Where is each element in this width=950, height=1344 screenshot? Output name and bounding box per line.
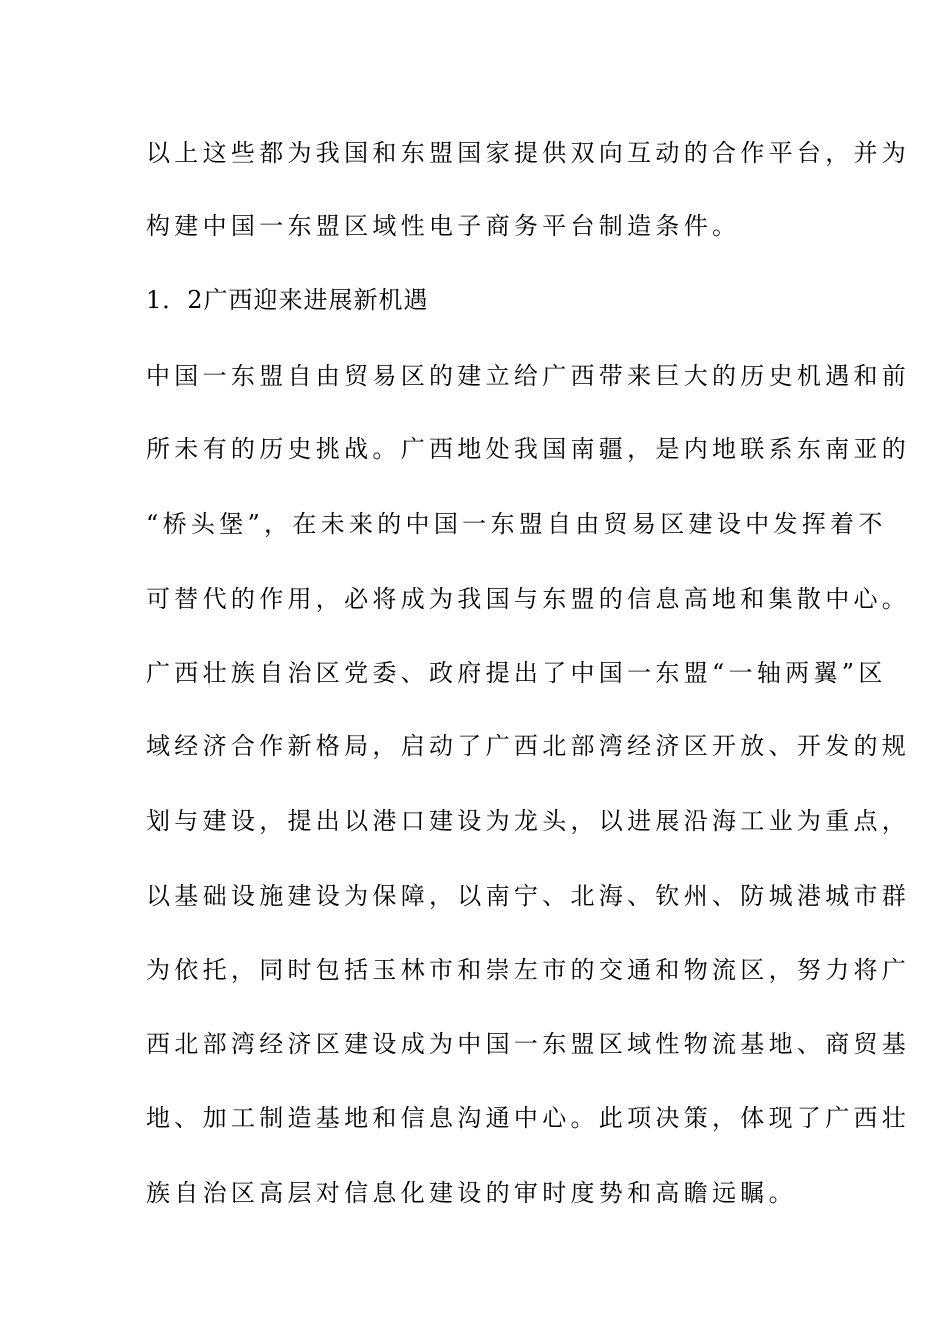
text-line: 为依托，同时包括玉林市和崇左市的交通和物流区，努力将广 (146, 956, 911, 984)
text-line: 广西壮族自治区党委、政府提出了中国一东盟“一轴两翼”区 (146, 659, 887, 687)
text-line: 以基础设施建设为保障，以南宁、北海、钦州、防城港城市群 (146, 882, 911, 910)
text-line: 以上这些都为我国和东盟国家提供双向互动的合作平台，并为 (146, 139, 911, 167)
text-line: 域经济合作新格局，启动了广西北部湾经济区开放、开发的规 (146, 732, 911, 760)
text-line: “桥头堡”，在未来的中国一东盟自由贸易区建设中发挥着不 (146, 510, 887, 538)
text-line: 可替代的作用，必将成为我国与东盟的信息高地和集散中心。 (146, 585, 911, 613)
text-line: 所未有的历史挑战。广西地处我国南疆，是内地联系东南亚的 (146, 435, 911, 463)
text-line: 构建中国一东盟区域性电子商务平台制造条件。 (146, 212, 741, 240)
text-line: 中国一东盟自由贸易区的建立给广西带来巨大的历史机遇和前 (146, 362, 911, 390)
text-line: 族自治区高层对信息化建设的审时度势和高瞻远瞩。 (146, 1179, 797, 1207)
text-line: 西北部湾经济区建设成为中国一东盟区域性物流基地、商贸基 (146, 1030, 911, 1058)
text-line: 划与建设，提出以港口建设为龙头，以进展沿海工业为重点， (146, 807, 911, 835)
text-line: 地、加工制造基地和信息沟通中心。此项决策，体现了广西壮 (146, 1104, 911, 1132)
section-heading: 1．2广西迎来进展新机遇 (146, 286, 429, 314)
